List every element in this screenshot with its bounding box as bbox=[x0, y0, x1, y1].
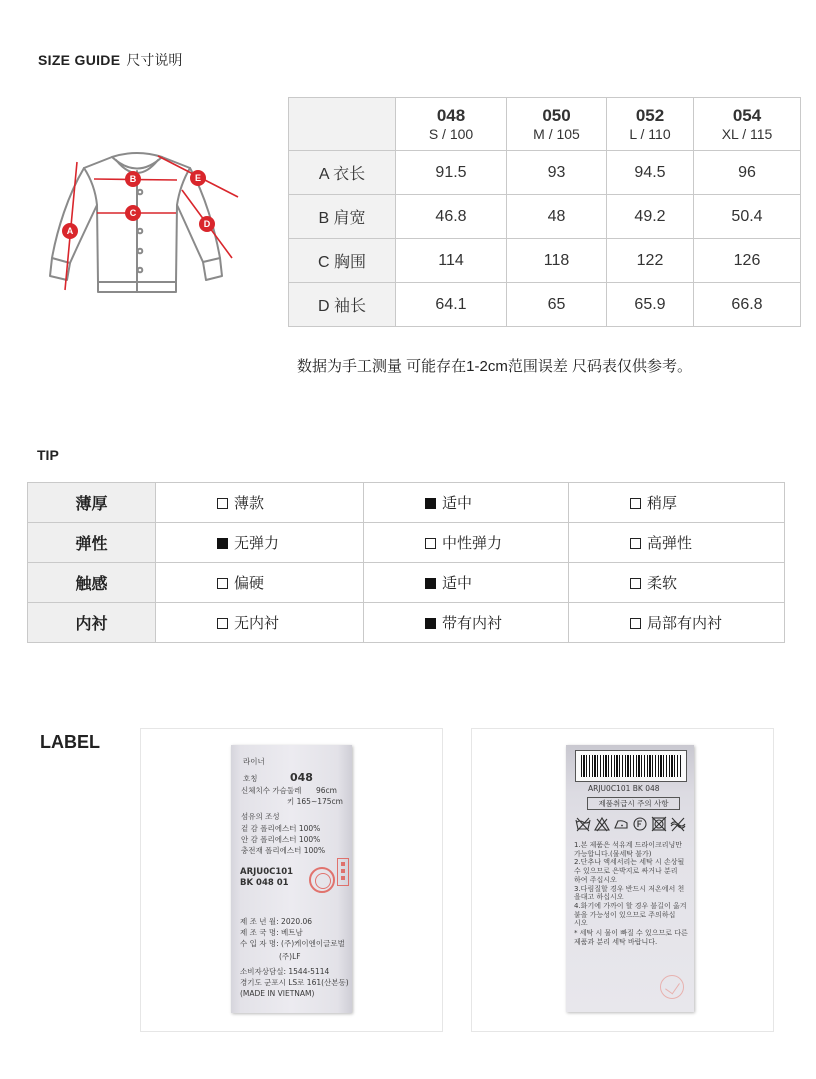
measure-value: 91.5 bbox=[396, 151, 507, 195]
header-corner-cell bbox=[289, 98, 396, 151]
size-code: 054 bbox=[732, 105, 762, 125]
tip-table bbox=[27, 482, 785, 643]
care-note-line: 제품과 분리 세탁 바랍니다. bbox=[574, 937, 658, 946]
tip-option bbox=[156, 523, 364, 563]
marker-d bbox=[199, 216, 215, 232]
tip-option bbox=[569, 603, 785, 643]
tip-row-lining bbox=[28, 603, 785, 643]
inspection-stamp-icon bbox=[660, 975, 684, 999]
tip-option bbox=[364, 563, 569, 603]
label-photo-front bbox=[140, 728, 443, 1032]
label-origin: (MADE IN VIETNAM) bbox=[240, 989, 315, 998]
care-heading: 제품취급시 주의 사항 bbox=[587, 797, 680, 810]
tip-row-label: 弹性 bbox=[28, 523, 156, 563]
label-fiber: 충전재 폴리에스터 100% bbox=[241, 846, 326, 855]
inspection-seal-icon bbox=[337, 858, 349, 886]
tip-row-touch bbox=[28, 563, 785, 603]
label-size-caption: 호칭 bbox=[243, 774, 258, 783]
care-instructions bbox=[574, 841, 686, 928]
measure-label: D 袖长 bbox=[289, 283, 396, 327]
label-brand: (주)LF bbox=[279, 952, 301, 961]
size-guide-title: SIZE GUIDE bbox=[38, 52, 121, 68]
measure-value: 65.9 bbox=[607, 283, 694, 327]
measure-value: 50.4 bbox=[694, 195, 801, 239]
tip-option-text: 薄款 bbox=[234, 495, 265, 512]
tip-option-text: 适中 bbox=[442, 575, 473, 592]
checkbox-icon bbox=[630, 578, 641, 589]
checkbox-icon bbox=[425, 618, 436, 629]
no-water-wash-icon bbox=[575, 816, 591, 832]
size-header-row bbox=[289, 98, 801, 151]
label-photo-care bbox=[471, 728, 774, 1032]
tip-option-text: 中性弹力 bbox=[442, 535, 503, 552]
garment-measurement-diagram bbox=[40, 145, 250, 300]
size-table bbox=[288, 97, 801, 327]
tip-option-text: 偏硬 bbox=[234, 575, 265, 592]
no-bleach-icon bbox=[594, 816, 610, 832]
checkbox-icon bbox=[630, 618, 641, 629]
label-fiber: 안 감 폴리에스터 100% bbox=[241, 835, 321, 844]
size-header-cell bbox=[694, 98, 801, 151]
label-made-date: 제 조 년 월: 2020.06 bbox=[240, 917, 313, 926]
checkbox-icon bbox=[217, 538, 228, 549]
marker-e bbox=[190, 170, 206, 186]
care-note bbox=[574, 929, 688, 946]
label-fiber: 겉 감 폴리에스터 100% bbox=[241, 824, 321, 833]
tip-option-text: 高弹性 bbox=[647, 535, 693, 552]
no-wring-icon bbox=[670, 816, 686, 832]
tip-row-thickness bbox=[28, 483, 785, 523]
size-label: XL / 115 bbox=[721, 125, 773, 142]
care-instruction-line: 1.본 제품은 석유계 드라이크리닝만 bbox=[574, 841, 683, 849]
dry-clean-icon bbox=[632, 816, 648, 832]
measure-row-length bbox=[289, 151, 801, 195]
tip-option bbox=[156, 563, 364, 603]
no-tumble-dry-icon bbox=[651, 816, 667, 832]
label-body-size: 신체치수 가슴둘레 bbox=[241, 786, 302, 795]
tip-row-label: 薄厚 bbox=[28, 483, 156, 523]
size-code: 048 bbox=[436, 105, 466, 125]
size-code: 052 bbox=[635, 105, 665, 125]
tip-option bbox=[156, 603, 364, 643]
barcode-icon bbox=[581, 755, 681, 777]
marker-c-label: C bbox=[129, 208, 137, 218]
measure-row-sleeve bbox=[289, 283, 801, 327]
iron-low-icon bbox=[613, 816, 629, 832]
tip-option bbox=[569, 523, 785, 563]
measure-value: 122 bbox=[607, 239, 694, 283]
marker-b-label: B bbox=[129, 174, 137, 184]
front-label bbox=[231, 745, 352, 1013]
size-guide-subtitle: 尺寸说明 bbox=[126, 52, 183, 68]
measure-label: A 衣长 bbox=[289, 151, 396, 195]
measure-value: 49.2 bbox=[607, 195, 694, 239]
size-header-cell bbox=[607, 98, 694, 151]
marker-e-label: E bbox=[194, 173, 202, 183]
label-address: 경기도 군포시 LS로 161(산본동) bbox=[240, 978, 349, 987]
tip-option-text: 带有内衬 bbox=[442, 615, 503, 632]
size-label: L / 110 bbox=[629, 125, 671, 142]
label-section-title: LABEL bbox=[40, 732, 100, 752]
tip-option bbox=[364, 603, 569, 643]
measure-row-shoulder bbox=[289, 195, 801, 239]
size-header-cell bbox=[396, 98, 507, 151]
measure-label: B 肩宽 bbox=[289, 195, 396, 239]
measure-value: 64.1 bbox=[396, 283, 507, 327]
size-header-cell bbox=[507, 98, 607, 151]
marker-d-label: D bbox=[203, 219, 211, 229]
label-importer: 수 입 자 명: (주)케이엔이글로벌 bbox=[240, 939, 345, 948]
care-symbols bbox=[575, 816, 686, 834]
label-chest: 96cm bbox=[316, 786, 337, 795]
tip-option bbox=[156, 483, 364, 523]
tip-title: TIP bbox=[37, 447, 59, 463]
label-fiber-title: 섬유의 조성 bbox=[241, 812, 280, 821]
measure-value: 118 bbox=[507, 239, 607, 283]
tip-option-text: 柔软 bbox=[647, 575, 678, 592]
care-instruction-line: 붙을 가능성이 있으므로 주의하십 bbox=[574, 910, 676, 919]
tip-option-text: 无内衬 bbox=[234, 615, 280, 632]
label-type: 라이너 bbox=[243, 757, 265, 766]
measure-value: 65 bbox=[507, 283, 607, 327]
tip-option bbox=[364, 523, 569, 563]
label-size-code: 048 bbox=[290, 771, 313, 784]
measure-label: C 胸围 bbox=[289, 239, 396, 283]
checkbox-icon bbox=[217, 618, 228, 629]
marker-b bbox=[125, 171, 141, 187]
care-instruction-line: 하여 주십시오 bbox=[574, 875, 617, 884]
care-instruction-line: 수 있으므로 은박지로 싸거나 분리 bbox=[574, 867, 678, 876]
checkbox-icon bbox=[630, 538, 641, 549]
checkbox-icon bbox=[630, 498, 641, 509]
measure-row-chest bbox=[289, 239, 801, 283]
care-code-line: ARJU0C101 BK 048 bbox=[588, 784, 660, 793]
measure-value: 126 bbox=[694, 239, 801, 283]
tip-option-text: 局部有内衬 bbox=[647, 615, 723, 632]
size-label: M / 105 bbox=[533, 125, 580, 142]
care-instruction-line: 을대고 하십시오 bbox=[574, 893, 624, 902]
barcode-frame bbox=[575, 750, 687, 782]
jacket-back-collar bbox=[112, 153, 162, 157]
tip-row-label: 内衬 bbox=[28, 603, 156, 643]
checkbox-icon bbox=[425, 538, 436, 549]
tip-option-text: 稍厚 bbox=[647, 495, 678, 512]
measure-value: 114 bbox=[396, 239, 507, 283]
size-code: 050 bbox=[542, 105, 571, 125]
marker-c bbox=[125, 205, 141, 221]
tip-row-label: 触感 bbox=[28, 563, 156, 603]
measure-value: 46.8 bbox=[396, 195, 507, 239]
inspection-stamp-icon bbox=[309, 867, 335, 893]
care-instruction-line: 4.화기에 가까이 할 경우 불길이 옮겨 bbox=[574, 901, 687, 910]
label-height: 키 165~175cm bbox=[287, 797, 343, 806]
measure-value: 66.8 bbox=[694, 283, 801, 327]
label-made-country: 제 조 국 명: 베트남 bbox=[240, 928, 303, 937]
checkbox-icon bbox=[217, 498, 228, 509]
label-cs-center: 소비자상담실: 1544-5114 bbox=[240, 967, 330, 976]
care-instruction-line: 3.다림질할 경우 반드시 저온에서 천 bbox=[574, 884, 685, 893]
tip-option bbox=[569, 563, 785, 603]
tip-option-text: 适中 bbox=[442, 495, 473, 512]
checkbox-icon bbox=[425, 578, 436, 589]
label-color-size: BK 048 01 bbox=[240, 878, 289, 888]
checkbox-icon bbox=[425, 498, 436, 509]
care-note-line: * 세탁 시 물이 빠질 수 있으므로 다른 bbox=[574, 929, 688, 937]
size-label: S / 100 bbox=[428, 125, 474, 142]
care-instruction-line: 2.단추나 액세서리는 세탁 시 손상될 bbox=[574, 858, 685, 867]
measure-value: 94.5 bbox=[607, 151, 694, 195]
tip-option bbox=[569, 483, 785, 523]
tip-row-elasticity bbox=[28, 523, 785, 563]
checkbox-icon bbox=[217, 578, 228, 589]
care-instruction-line: 시오 bbox=[574, 919, 588, 928]
care-instruction-line: 가능합니다.(물세탁 불가) bbox=[574, 849, 652, 858]
measurement-note: 数据为手工测量 可能存在1-2cm范围误差 尺码表仅供参考。 bbox=[297, 358, 693, 375]
label-style-no: ARJU0C101 bbox=[240, 867, 294, 877]
measure-value: 93 bbox=[507, 151, 607, 195]
tip-option-text: 无弹力 bbox=[234, 535, 280, 552]
size-guide-heading bbox=[38, 51, 182, 69]
measure-value: 48 bbox=[507, 195, 607, 239]
care-label bbox=[566, 745, 694, 1012]
measure-value: 96 bbox=[694, 151, 801, 195]
marker-a-label: A bbox=[66, 226, 74, 236]
tip-option bbox=[364, 483, 569, 523]
marker-a bbox=[62, 223, 78, 239]
